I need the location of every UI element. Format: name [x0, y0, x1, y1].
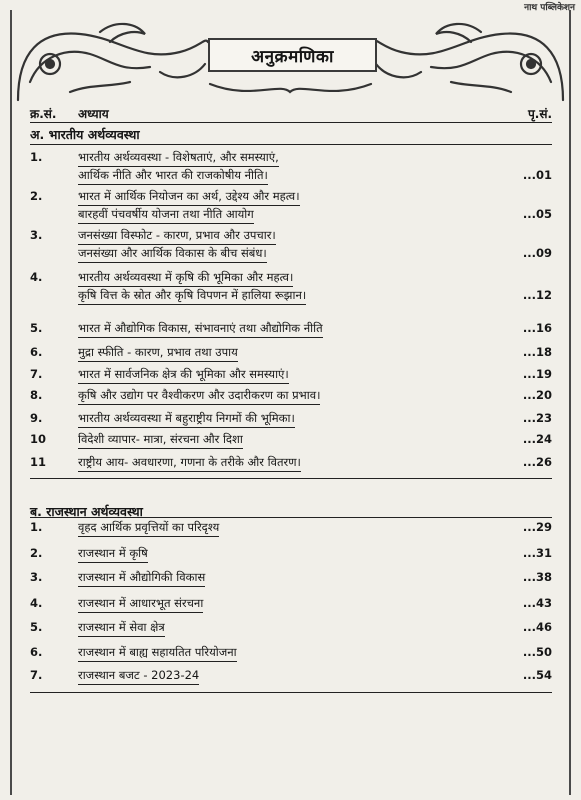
entry-title: बारहवीं पंचवर्षीय योजना तथा नीति आयोग	[78, 207, 254, 224]
toc-entry	[30, 432, 552, 450]
toc-entry	[30, 411, 552, 429]
entry-title: आर्थिक नीति और भारत की राजकोषीय नीति।	[78, 168, 268, 185]
entry-title: राजस्थान में आधारभूत संरचना	[78, 596, 203, 613]
entry-title: जनसंख्या विस्फोट - कारण, प्रभाव और उपचार।	[78, 228, 276, 245]
entry-page: ...29	[522, 520, 552, 534]
toc-entry	[30, 596, 552, 614]
entry-number: 2.	[30, 546, 43, 560]
entry-title: भारतीय अर्थव्यवस्था में बहुराष्ट्रीय निगमों की भूमिका।	[78, 411, 295, 428]
entry-page: ...09	[522, 246, 552, 260]
toc-entry	[30, 388, 552, 406]
entry-page: ...20	[522, 388, 552, 402]
entry-page: ...23	[522, 411, 552, 425]
section-divider	[30, 144, 552, 145]
entry-title: राजस्थान बजट - 2023-24	[78, 668, 199, 685]
entry-title: मुद्रा स्फीति - कारण, प्रभाव तथा उपाय	[78, 345, 238, 362]
entry-number: 7.	[30, 367, 43, 381]
toc-entry	[30, 270, 552, 306]
entry-page: ...50	[522, 645, 552, 659]
toc-entry	[30, 620, 552, 638]
toc-entry	[30, 455, 552, 473]
entry-title: भारतीय अर्थव्यवस्था - विशेषताएं, और समस्याएं,	[78, 150, 279, 167]
entry-title: विदेशी व्यापार- मात्रा, संरचना और दिशा	[78, 432, 243, 449]
entry-number: 11	[30, 455, 47, 469]
entry-page: ...05	[522, 207, 552, 221]
entry-number: 3.	[30, 228, 43, 242]
entry-number: 1.	[30, 150, 43, 164]
entry-title: वृहद आर्थिक प्रवृत्तियों का परिदृश्य	[78, 520, 219, 537]
entry-title: राजस्थान में सेवा क्षेत्र	[78, 620, 165, 637]
entry-page: ...31	[522, 546, 552, 560]
entry-number: 5.	[30, 620, 43, 634]
entry-number: 10	[30, 432, 47, 446]
entry-page: ...16	[522, 321, 552, 335]
entry-page: ...54	[522, 668, 552, 682]
entry-page: ...38	[522, 570, 552, 584]
chapter-header: अध्याय	[78, 107, 109, 121]
entry-page: ...01	[522, 168, 552, 182]
entry-number: 6.	[30, 645, 43, 659]
toc-entry	[30, 228, 552, 264]
entry-number: 3.	[30, 570, 43, 584]
entry-title: भारत में औद्योगिक विकास, संभावनाएं तथा औद्योगिक नीति	[78, 321, 323, 338]
section-end-divider	[30, 478, 552, 479]
entry-title: राजस्थान में कृषि	[78, 546, 148, 563]
section-heading: अ. भारतीय अर्थव्यवस्था	[30, 127, 140, 142]
entry-number: 9.	[30, 411, 43, 425]
entry-number: 6.	[30, 345, 43, 359]
page-header: पृ.सं.	[527, 107, 552, 121]
section-heading: ब. राजस्थान अर्थव्यवस्था	[30, 504, 143, 519]
entry-title: कृषि और उद्योग पर वैश्वीकरण और उदारीकरण का प्रभाव।	[78, 388, 320, 405]
entry-number: 1.	[30, 520, 43, 534]
entry-title: कृषि वित्त के स्रोत और कृषि विपणन में हालिया रूझान।	[78, 288, 306, 305]
entry-page: ...24	[522, 432, 552, 446]
entry-page: ...43	[522, 596, 552, 610]
entry-title: राष्ट्रीय आय- अवधारणा, गणना के तरीके और वितरण।	[78, 455, 301, 472]
toc-entry	[30, 345, 552, 363]
entry-page: ...19	[522, 367, 552, 381]
toc-entry	[30, 645, 552, 663]
entry-number: 4.	[30, 596, 43, 610]
entry-number: 7.	[30, 668, 43, 682]
entry-page: ...18	[522, 345, 552, 359]
section-end-divider	[30, 692, 552, 693]
entry-title: भारतीय अर्थव्यवस्था में कृषि की भूमिका और महत्व।	[78, 270, 293, 287]
toc-entry	[30, 367, 552, 385]
toc-entry	[30, 546, 552, 564]
toc-entry	[30, 570, 552, 588]
entry-number: 4.	[30, 270, 43, 284]
serial-header: क्र.सं.	[30, 107, 57, 121]
entry-page: ...12	[522, 288, 552, 302]
entry-page: ...26	[522, 455, 552, 469]
toc-entry	[30, 520, 552, 538]
toc-entry	[30, 321, 552, 339]
toc-entry	[30, 150, 552, 186]
toc-entry	[30, 189, 552, 225]
entry-title: भारत में सार्वजनिक क्षेत्र की भूमिका और समस्याएं।	[78, 367, 289, 384]
entry-title: राजस्थान में औद्योगिकी विकास	[78, 570, 205, 587]
entry-number: 8.	[30, 388, 43, 402]
header-divider	[30, 122, 552, 123]
publisher-label: नाथ पब्लिकेशन	[524, 3, 575, 13]
entry-number: 5.	[30, 321, 43, 335]
entry-title: भारत में आर्थिक नियोजन का अर्थ, उद्देश्य और महत्व।	[78, 189, 300, 206]
entry-title: जनसंख्या और आर्थिक विकास के बीच संबंध।	[78, 246, 267, 263]
section-divider	[30, 517, 552, 518]
entry-page: ...46	[522, 620, 552, 634]
page-title: अनुक्रमणिका	[208, 38, 377, 72]
entry-title: राजस्थान में बाह्य सहायतित परियोजना	[78, 645, 237, 662]
toc-entry	[30, 668, 552, 686]
entry-number: 2.	[30, 189, 43, 203]
